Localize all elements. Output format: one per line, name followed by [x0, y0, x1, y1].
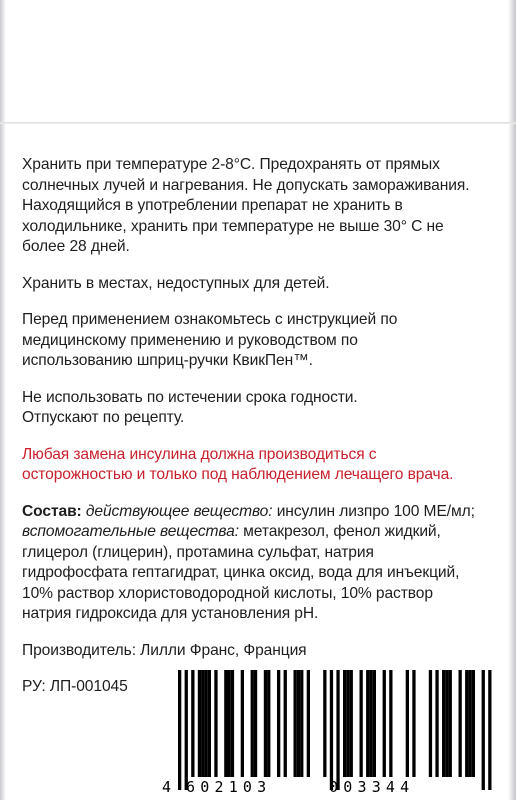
active-substance-value: инсулин лизпро 100 МЕ/мл;	[272, 502, 475, 520]
barcode-bar	[297, 670, 300, 777]
barcode-bar	[449, 670, 452, 777]
barcode-bar	[468, 670, 471, 777]
barcode-bar	[231, 670, 234, 777]
barcode-bar	[412, 670, 415, 777]
barcode-bar	[336, 670, 339, 790]
barcode-right-digits: 003344	[329, 778, 415, 796]
barcode-bar	[201, 670, 204, 777]
barcode-bar	[472, 670, 475, 777]
barcode-bar	[465, 670, 468, 777]
barcode-bar	[389, 670, 392, 777]
barcode-bar	[224, 670, 227, 777]
barcode-bar	[406, 670, 409, 777]
barcode-bar	[459, 670, 462, 777]
barcode-bar	[429, 670, 432, 777]
barcode-bar	[178, 670, 181, 790]
composition-label: Состав:	[22, 502, 82, 520]
barcode-bar	[369, 670, 372, 777]
barcode-bar	[445, 670, 448, 777]
barcode-bar	[482, 670, 485, 790]
barcode-left-digits: 602103	[186, 778, 272, 796]
manufacturer: Производитель: Лилли Франс, Франция	[22, 641, 307, 659]
active-substance-label: действующее вещество:	[85, 502, 273, 520]
barcode-bar	[383, 670, 386, 777]
barcode-bar	[241, 670, 244, 777]
read-instructions: Перед применением ознакомьтесь с инструкцией по медицинскому применению и руководством по использованию шприц-ручки КвикПен™.	[22, 311, 398, 369]
storage-conditions: Хранить при температуре 2-8°C. Предохранять от прямых солнечных лучей и нагревания. Не допускать замораживания. Находящийся в употреблении препарат не хранить в холодильнике, хранить при температуре не выше 30° С не более 28 дней.	[22, 156, 470, 255]
ean13-barcode	[148, 664, 503, 797]
package-left-edge	[0, 0, 6, 800]
barcode-bar	[254, 670, 257, 777]
barcode-bar	[251, 670, 254, 777]
barcode-bar	[198, 670, 201, 777]
barcode-bar	[366, 670, 369, 777]
barcode-bar	[330, 670, 333, 790]
barcode-bar	[307, 670, 310, 777]
barcode-bar	[300, 670, 303, 777]
barcode-bar	[214, 670, 217, 777]
barcode-first-digit: 4	[162, 778, 172, 796]
barcode-bar	[208, 670, 211, 777]
barcode-bar	[346, 670, 349, 777]
barcode-bar	[373, 670, 376, 777]
barcode-bar	[294, 670, 297, 777]
package-flap-fold	[0, 122, 516, 124]
excipients-value: метакрезол, фенол жидкий, глицерол (глицерин), протамина сульфат, натрия гидрофосфата гептагидрат, цинка оксид, вода для инъекций, 10% раствор хлористоводородной кислоты, 10% раствор натрия гидроксида для установления pH.	[22, 523, 460, 622]
package-right-edge	[508, 0, 516, 800]
barcode-bar	[350, 670, 353, 777]
label-text-block	[22, 155, 502, 714]
barcode-bar	[204, 670, 207, 777]
barcode-bar	[284, 670, 287, 777]
barcode-bar	[343, 670, 346, 777]
insulin-substitution-warning: Любая замена инсулина должна производиться с осторожностью и только под наблюдением лечащего врача.	[22, 445, 454, 483]
barcode-bar	[191, 670, 194, 777]
barcode-graphic	[148, 664, 503, 797]
expiry-prescription: Не использовать по истечении срока годности. Отпускают по рецепту.	[22, 388, 358, 426]
barcode-bar	[360, 670, 363, 777]
barcode-bar	[488, 670, 491, 790]
registration-number: РУ: ЛП-001045	[22, 678, 128, 695]
barcode-bar	[228, 670, 231, 777]
composition	[22, 502, 502, 625]
barcode-bar	[435, 670, 438, 777]
keep-from-children: Хранить в местах, недоступных для детей.	[22, 274, 330, 292]
barcode-bar	[267, 670, 270, 777]
barcode-bar	[323, 670, 326, 777]
barcode-bar	[442, 670, 445, 777]
excipients-label: вспомогательные вещества:	[22, 523, 239, 540]
barcode-bar	[277, 670, 280, 777]
barcode-bar	[264, 670, 267, 777]
barcode-bar	[185, 670, 188, 790]
